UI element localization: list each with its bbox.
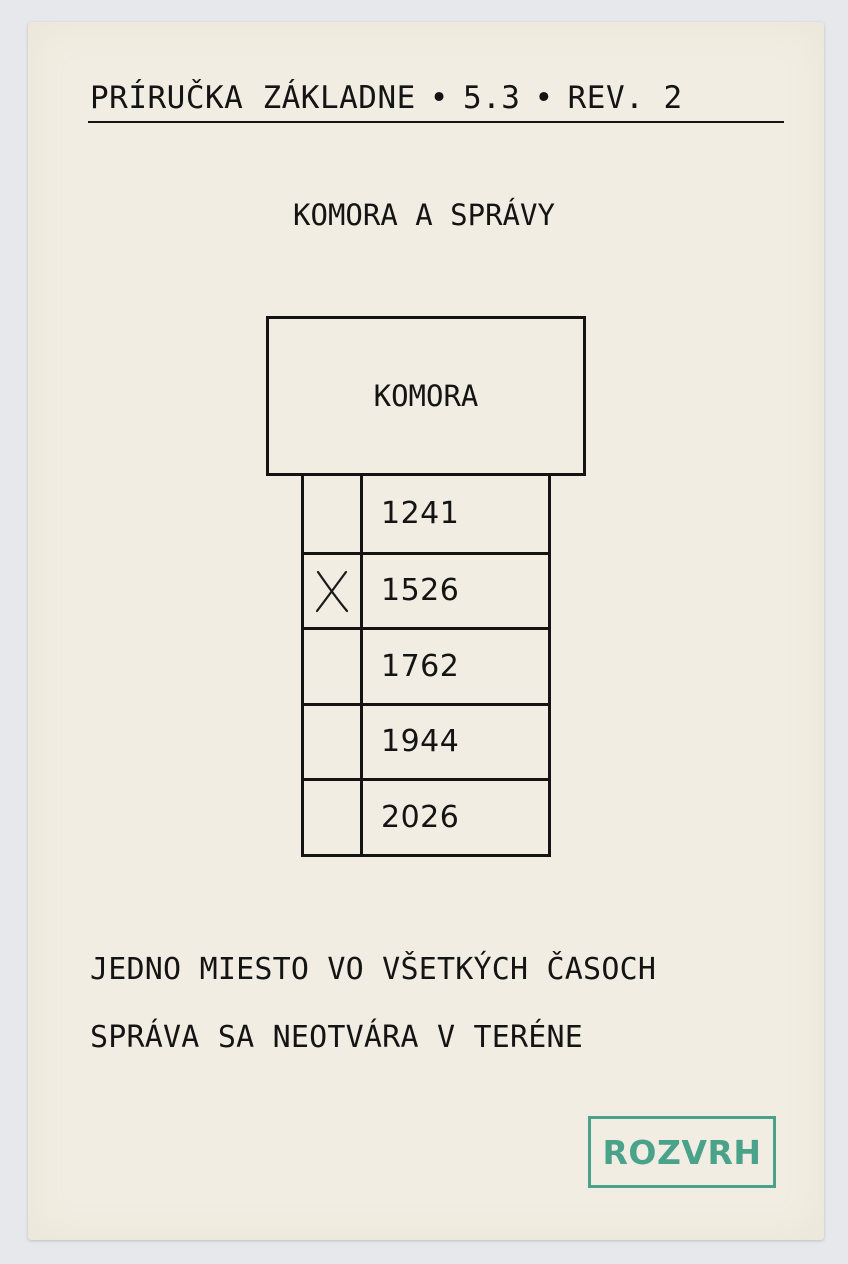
note-line: SPRÁVA SA NEOTVÁRA V TERÉNE [90,1020,584,1055]
chamber-box [266,316,586,476]
header-separator: • [534,80,554,116]
year-label: 1526 [381,573,460,609]
schedule-stamp [588,1116,776,1188]
chamber-label: KOMORA [373,379,479,413]
manual-title: PRÍRUČKA ZÁKLADNE [90,80,416,116]
year-label: 1944 [381,724,460,760]
note-line: JEDNO MIESTO VO VŠETKÝCH ČASOCH [90,952,657,987]
header-underline [88,121,784,123]
table-row [304,703,548,779]
revision-label: REV. 2 [567,80,683,116]
section-number: 5.3 [462,80,521,116]
chamber-diagram [260,310,596,870]
table-row [304,552,548,628]
header-separator: • [429,80,449,116]
table-row [304,778,548,854]
table-row [304,476,548,552]
checkbox-cell [304,781,363,854]
check-mark-x-icon [313,569,351,613]
year-label: 2026 [381,799,460,835]
year-label: 1762 [381,648,460,684]
table-row [304,627,548,703]
section-title: KOMORA A SPRÁVY [293,198,555,232]
year-label: 1241 [381,496,460,532]
stamp-label: ROZVRH [602,1132,762,1172]
year-table [301,476,551,857]
checkbox-cell [304,555,363,628]
checkbox-cell [304,630,363,703]
checkbox-cell [304,476,363,552]
checkbox-cell [304,706,363,779]
page-header [90,76,784,120]
